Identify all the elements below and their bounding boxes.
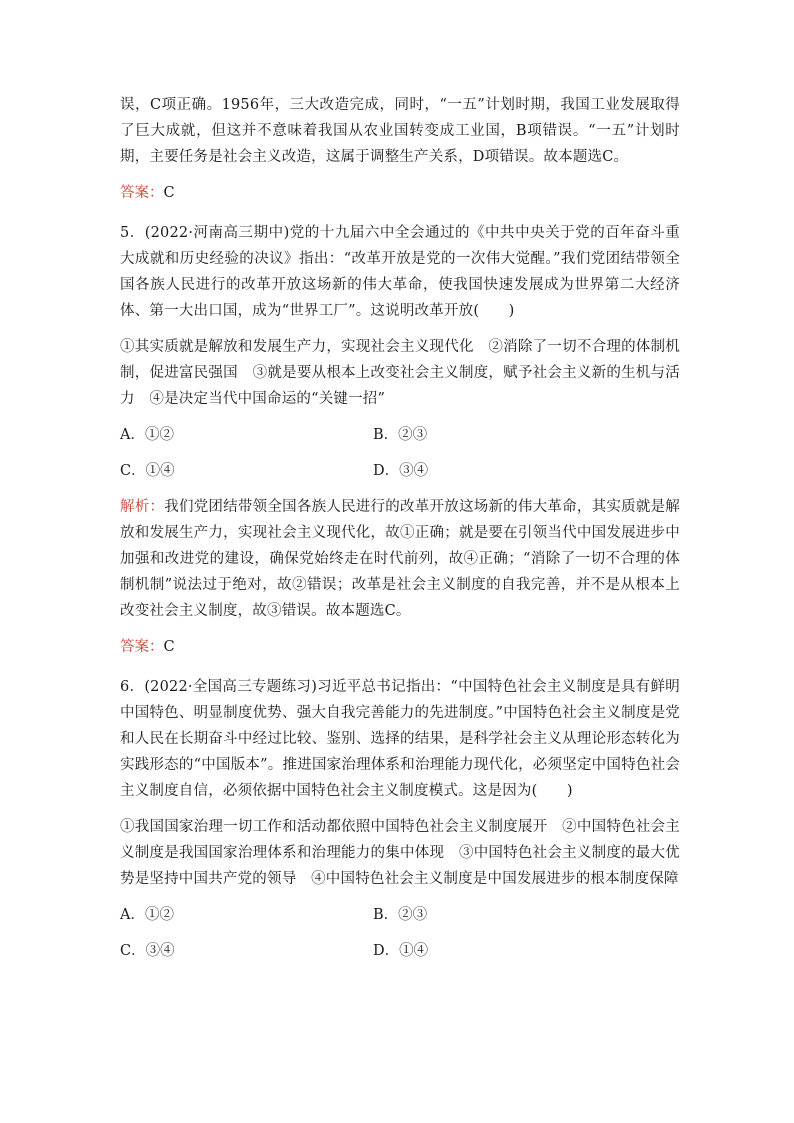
analysis-text: 我们党团结带领全国各族人民进行的改革开放这场新的伟大革命，其实质就是解放和发展生产力，实现社会主义现代化，故①正确；就是要在引领当代中国发展进步中加强和改进党的建设，确保党始终走在时代前列，故④正确；“消除了一切不合理的体制机制”说法过于绝对，故②错误；改革是社会主义制度的自我完善，并不是从根本上改变社会主义制度，故③错误。故本题选C。 (120, 499, 680, 619)
answer-value: C (163, 639, 175, 655)
option-d: D．①④ (373, 943, 429, 959)
answer-label: 答案： (120, 639, 164, 655)
question-6-options-row-2 (120, 938, 680, 964)
analysis-label: 解析： (120, 499, 165, 515)
question-5-options-row-1 (120, 422, 680, 448)
option-a: A．①② (120, 427, 174, 443)
option-d: D．③④ (373, 463, 429, 479)
question-5-stem: 5．(2022·河南高三期中)党的十九届六中全会通过的《中共中央关于党的百年奋斗重大成就和历史经验的决议》指出：“改革开放是党的一次伟大觉醒。”我们党团结带领全国各族人民进行的改革开放这场新的伟大革命，使我国快速发展成为世界第二大经济体、第一大出口国，成为“世界工厂”。这说明改革开放( ) (120, 225, 680, 319)
answer-value: C (163, 185, 175, 201)
question-6-statements: ①我国国家治理一切工作和活动都依照中国特色社会主义制度展开 ②中国特色社会主义制度是我国国家治理体系和治理能力的集中体现 ③中国特色社会主义制度的最大优势是坚持中国共产党的领导 ④中国特色社会主义制度是中国发展进步的根本制度保障 (120, 819, 680, 887)
intro-explanation: 误，C项正确。1956年，三大改造完成，同时，“一五”计划时期，我国工业发展取得了巨大成就，但这并不意味着我国从农业国转变成工业国，B项错误。“一五”计划时期，主要任务是社会主义改造，这属于调整生产关系，D项错误。故本题选C。 (120, 97, 680, 165)
question-6-options-row-1 (120, 902, 680, 928)
option-b: B．②③ (373, 427, 428, 443)
question-5-statements: ①其实质就是解放和发展生产力，实现社会主义现代化 ②消除了一切不合理的体制机制，促进富民强国 ③就是要从根本上改变社会主义制度，赋予社会主义新的生机与活力 ④是决定当代中国命运的“关键一招” (120, 339, 680, 407)
document-page (120, 92, 680, 974)
answer-line-1 (120, 180, 680, 206)
question-5-options-row-2 (120, 458, 680, 484)
option-a: A．①② (120, 907, 174, 923)
answer-label: 答案： (120, 185, 164, 201)
option-b: B．②③ (373, 907, 428, 923)
question-6-stem: 6．(2022·全国高三专题练习)习近平总书记指出：“中国特色社会主义制度是具有鲜明中国特色、明显制度优势、强大自我完善能力的先进制度。”中国特色社会主义制度是党和人民在长期奋斗中经过比较、鉴别、选择的结果，是科学社会主义从理论形态转化为实践形态的“中国版本”。推进国家治理体系和治理能力现代化，必须坚定中国特色社会主义制度自信，必须依据中国特色社会主义制度模式。这是因为( ) (120, 679, 680, 799)
option-c: C．①④ (120, 463, 175, 479)
question-5-analysis (120, 494, 680, 624)
answer-line-2 (120, 634, 680, 660)
option-c: C．③④ (120, 943, 175, 959)
